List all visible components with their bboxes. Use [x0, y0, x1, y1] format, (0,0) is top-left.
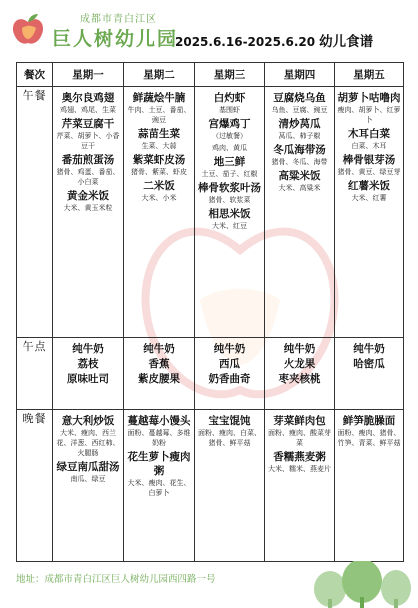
menu-cell — [265, 410, 335, 562]
meal-row-dinner — [17, 410, 404, 562]
ingredients: 乌鱼、豆腐、豌豆 — [271, 106, 328, 114]
dish-name: 二米饭 — [143, 180, 175, 192]
dish-name: 清炒莴瓜 — [278, 118, 321, 130]
logo-subtitle: 成都市青白江区 — [80, 14, 157, 25]
dish-name: 紫菜虾皮汤 — [132, 154, 186, 166]
ingredients: （过敏餐） — [212, 132, 247, 140]
dish-name: 花生萝卜瘦肉粥 — [127, 451, 191, 477]
meal-label: 午餐 — [17, 87, 53, 338]
meal-row-lunch — [17, 87, 404, 338]
page-header — [0, 0, 418, 62]
dish-name: 奥尔良鸡翅 — [61, 92, 115, 104]
ingredients: 面粉、瘦肉、酸菜芽菜 — [268, 429, 331, 447]
title-text: 幼儿食谱 — [319, 34, 374, 50]
date-range: 2025.6.16-2025.6.20 — [175, 35, 316, 49]
dish-name: 绿豆南瓜甜汤 — [56, 461, 120, 473]
ingredients: 面粉、瘦肉、猪骨、竹笋、青菜、鲜平菇 — [337, 429, 401, 447]
ingredients: 猪骨、紫菜、虾皮 — [131, 168, 187, 176]
ingredients: 基围虾 — [219, 106, 240, 114]
ingredients: 面粉、蔓越莓、多维奶粉 — [127, 429, 191, 447]
dish-name: 紫皮腰果 — [138, 373, 180, 385]
ingredients: 白菜、木耳 — [351, 142, 387, 150]
address — [16, 571, 216, 585]
dish-name: 哈密瓜 — [353, 358, 385, 370]
ingredients: 莴瓜、柿子椒 — [278, 132, 321, 140]
dish-name: 白灼虾 — [213, 92, 246, 104]
dish-name: 香蕉 — [148, 358, 170, 370]
dish-name: 蔓越莓小馒头 — [127, 415, 191, 427]
dish-name: 地三鲜 — [213, 156, 246, 168]
dish-name: 火龙果 — [283, 358, 316, 370]
menu-cell — [53, 410, 124, 562]
ingredients: 猪骨、冬瓜、海带 — [271, 158, 328, 166]
dish-name: 鲜笋脆臊面 — [342, 415, 396, 427]
header-corner: 餐次 — [17, 63, 53, 87]
menu-cell — [124, 410, 195, 562]
header-day: 星期五 — [335, 63, 404, 87]
menu-cell — [195, 410, 265, 562]
menu-cell — [265, 338, 335, 410]
address-text: 成都市青白江区巨人树幼儿园西四路一号 — [44, 574, 216, 585]
menu-cell — [335, 338, 404, 410]
meal-label: 晚餐 — [17, 410, 53, 562]
dish-name: 番茄煎蛋汤 — [61, 154, 115, 166]
ingredients: 土豆、茄子、红椒 — [201, 170, 258, 178]
dish-name: 原味吐司 — [67, 373, 109, 385]
dish-name: 荔枝 — [77, 358, 99, 370]
ingredients: 大米、糯米、燕麦片 — [268, 465, 331, 473]
ingredients: 鸡翅、鸡尾、生菜 — [60, 106, 116, 114]
dish-name: 宫爆鸡丁 — [208, 118, 251, 130]
ingredients: 大米、小米 — [141, 194, 177, 202]
dish-name: 纯牛奶 — [143, 343, 175, 355]
dish-name: 香糯燕麦粥 — [273, 451, 326, 463]
menu-cell — [53, 338, 124, 410]
dish-name: 纯牛奶 — [72, 343, 104, 355]
dish-name: 红薯米饭 — [348, 180, 390, 192]
dish-name: 纯牛奶 — [283, 343, 316, 355]
tree-decoration-icon — [300, 561, 418, 608]
dish-name: 芹菜豆腐干 — [61, 118, 115, 130]
dish-name: 纯牛奶 — [213, 343, 246, 355]
logo-apple-icon — [8, 10, 48, 50]
header-day: 星期四 — [265, 63, 335, 87]
ingredients: 大米、高粱米 — [278, 184, 321, 192]
dish-name: 冬瓜海带汤 — [273, 144, 326, 156]
ingredients: 瘦肉、胡萝卜、红萝卜 — [337, 106, 401, 124]
ingredients: 猪骨、鸡蛋、番茄、小白菜 — [56, 168, 120, 186]
ingredients: 大米、红豆 — [212, 222, 247, 230]
dish-name: 纯牛奶 — [353, 343, 385, 355]
dish-name: 蒜苗生菜 — [138, 128, 180, 140]
dish-name: 意大利炒饭 — [61, 415, 115, 427]
dish-name: 黄金米饭 — [67, 190, 109, 202]
ingredients: 生菜、大蒜 — [141, 142, 177, 150]
menu-cell — [335, 87, 404, 338]
dish-name: 宝宝馄饨 — [208, 415, 251, 427]
dish-name: 木耳白菜 — [348, 128, 390, 140]
ingredients: 大米、瘦肉、西兰花、洋葱、西红柿、火腿肠 — [56, 429, 120, 457]
menu-table — [16, 62, 404, 562]
header-day: 星期一 — [53, 63, 124, 87]
page-footer — [0, 561, 418, 608]
menu-cell — [124, 87, 195, 338]
ingredients: 猪骨、黄豆、绿豆芽 — [337, 168, 401, 176]
menu-cell — [124, 338, 195, 410]
address-label: 地址： — [16, 574, 45, 585]
meal-row-snack — [17, 338, 404, 410]
ingredients: 面粉、瘦肉、白菜、猪骨、鲜平菇 — [198, 429, 261, 447]
dish-name: 奶香曲奇 — [208, 373, 251, 385]
menu-cell — [335, 410, 404, 562]
menu-cell — [195, 338, 265, 410]
ingredients: 大米、黄玉米粒 — [63, 204, 113, 212]
ingredients: 牛肉、土豆、番茄、豌豆 — [127, 106, 191, 124]
dish-name: 鲜蔬烩牛腩 — [132, 92, 186, 104]
dish-name: 豆腐烧乌鱼 — [273, 92, 326, 104]
ingredients: 南瓜、绿豆 — [70, 475, 106, 483]
menu-cell — [195, 87, 265, 338]
meal-label: 午点 — [17, 338, 53, 410]
dish-name: 枣夹核桃 — [278, 373, 321, 385]
dish-name: 棒骨银芽汤 — [342, 154, 396, 166]
ingredients: 芹菜、胡萝卜、小香豆干 — [56, 132, 120, 150]
menu-cell — [53, 87, 124, 338]
header-day: 星期三 — [195, 63, 265, 87]
dish-name: 高粱米饭 — [278, 170, 321, 182]
header-day: 星期二 — [124, 63, 195, 87]
logo-name: 巨人树幼儿园 — [52, 28, 179, 50]
page-title — [175, 30, 373, 50]
dish-name: 西瓜 — [219, 358, 240, 370]
dish-name: 芽菜鲜肉包 — [273, 415, 326, 427]
dish-name: 胡萝卜咕噜肉 — [337, 92, 401, 104]
ingredients: 大米、瘦肉、花生、白萝卜 — [127, 479, 191, 497]
ingredients: 猪骨、软浆菜 — [208, 196, 251, 204]
dish-name: 相思米饭 — [208, 208, 251, 220]
menu-cell — [265, 87, 335, 338]
table-header-row — [17, 63, 404, 87]
ingredients: 鸡肉、黄瓜 — [212, 144, 247, 152]
dish-name: 棒骨软浆叶汤 — [198, 182, 261, 194]
ingredients: 大米、红薯 — [351, 194, 387, 202]
